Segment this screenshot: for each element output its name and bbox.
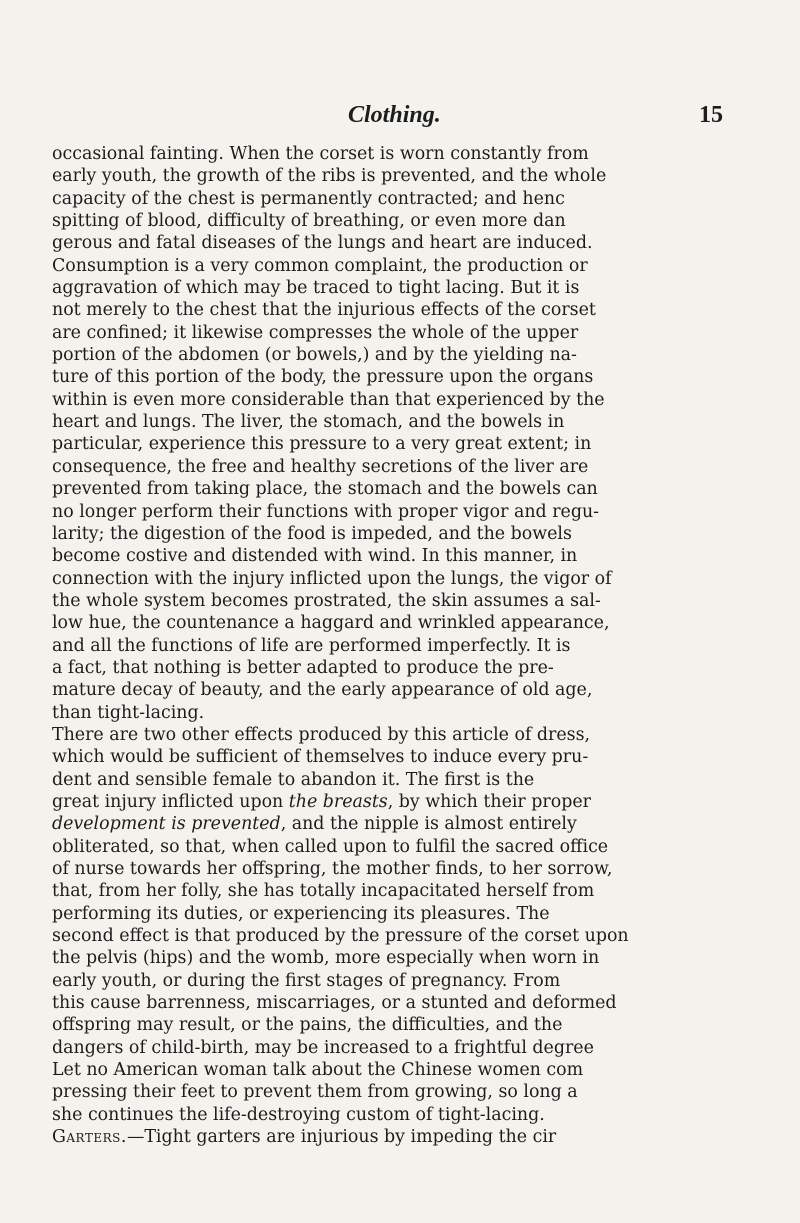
text-line: ture of this portion of the body, the pressure upon the organs: [52, 367, 594, 388]
text-line: of nurse towards her offspring, the mother finds, to her sorrow,: [52, 859, 613, 879]
text-line: and all the functions of life are performed imperfectly. It is: [52, 635, 571, 656]
page-header: [0, 102, 800, 132]
text-line: [52, 813, 768, 835]
text-line: that, from her folly, she has totally incapacitated herself from: [52, 881, 595, 902]
text-line: pressing their feet to prevent them from growing, so long a: [52, 1082, 578, 1103]
text-line: the pelvis (hips) and the womb, more especially when worn in: [52, 948, 600, 969]
paragraph-start-line: There are two other effects produced by this article of dress,: [52, 724, 591, 745]
text-run: , and the nipple is almost entirely: [280, 814, 577, 835]
text-line: mature decay of beauty, and the early appearance of old age,: [52, 680, 593, 701]
text-line: she continues the life-destroying custom of tight-lacing.: [52, 1104, 545, 1125]
text-line: [52, 791, 768, 813]
text-line: offspring may result, or the pains, the difficulties, and the: [52, 1015, 563, 1036]
text-line: occasional fainting. When the corset is worn constantly from: [52, 144, 589, 164]
text-run: , by which their proper: [387, 791, 591, 812]
text-line: early youth, the growth of the ribs is prevented, and the whole: [52, 166, 607, 187]
text-line: than tight-lacing.: [52, 702, 205, 723]
text-line: low hue, the countenance a haggard and wrinkled appearance,: [52, 613, 610, 634]
text-line: dent and sensible female to abandon it. The first is the: [52, 769, 535, 790]
text-line: prevented from taking place, the stomach and the bowels can: [52, 479, 598, 500]
text-line: dangers of child-birth, may be increased to a frightful degree: [52, 1037, 594, 1058]
text-line: gerous and fatal diseases of the lungs and heart are induced.: [52, 233, 593, 254]
page-number: 15: [699, 102, 723, 128]
running-title: Clothing.: [348, 102, 441, 128]
body-text: [52, 143, 768, 1148]
text-line: Let no American woman talk about the Chinese women com: [52, 1060, 584, 1081]
text-line: particular, experience this pressure to a very great extent; in: [52, 434, 592, 455]
text-line: capacity of the chest is permanently contracted; and henc: [52, 188, 565, 209]
text-line: this cause barrenness, miscarriages, or a stunted and deformed: [52, 993, 617, 1014]
text-line: spitting of blood, difficulty of breathing, or even more dan: [52, 211, 566, 232]
text-line: consequence, the free and healthy secretions of the liver are: [52, 456, 589, 477]
text-line: are confined; it likewise compresses the whole of the upper: [52, 322, 579, 343]
text-run: —Tight garters are injurious by impeding the cir: [126, 1127, 557, 1148]
text-line: a fact, that nothing is better adapted to produce the pre-: [52, 657, 554, 678]
text-run: great injury inflicted upon: [52, 791, 289, 812]
text-line: which would be sufficient of themselves to induce every pru-: [52, 747, 589, 768]
text-line: performing its duties, or experiencing its pleasures. The: [52, 903, 550, 924]
text-line: heart and lungs. The liver, the stomach, and the bowels in: [52, 412, 565, 433]
text-line: early youth, or during the first stages of pregnancy. From: [52, 970, 561, 991]
text-line: Consumption is a very common complaint, the production or: [52, 255, 588, 276]
text-line: within is even more considerable than that experienced by the: [52, 389, 605, 410]
text-line: no longer perform their functions with proper vigor and regu-: [52, 501, 600, 522]
text-line: larity; the digestion of the food is impeded, and the bowels: [52, 523, 572, 544]
text-line: not merely to the chest that the injurious effects of the corset: [52, 300, 596, 321]
text-line: [52, 1126, 768, 1148]
text-line: connection with the injury inflicted upon the lungs, the vigor of: [52, 568, 612, 589]
text-line: obliterated, so that, when called upon to fulfil the sacred office: [52, 836, 609, 857]
emphasis-text: development is prevented: [52, 814, 281, 835]
emphasis-text: the breasts: [288, 791, 388, 812]
text-line: portion of the abdomen (or bowels,) and by the yielding na-: [52, 345, 577, 366]
section-heading: Garters.: [52, 1127, 127, 1148]
text-line: second effect is that produced by the pressure of the corset upon: [52, 926, 629, 947]
text-line: become costive and distended with wind. In this manner, in: [52, 546, 578, 567]
text-line: aggravation of which may be traced to tight lacing. But it is: [52, 278, 580, 299]
text-line: the whole system becomes prostrated, the skin assumes a sal-: [52, 590, 601, 611]
